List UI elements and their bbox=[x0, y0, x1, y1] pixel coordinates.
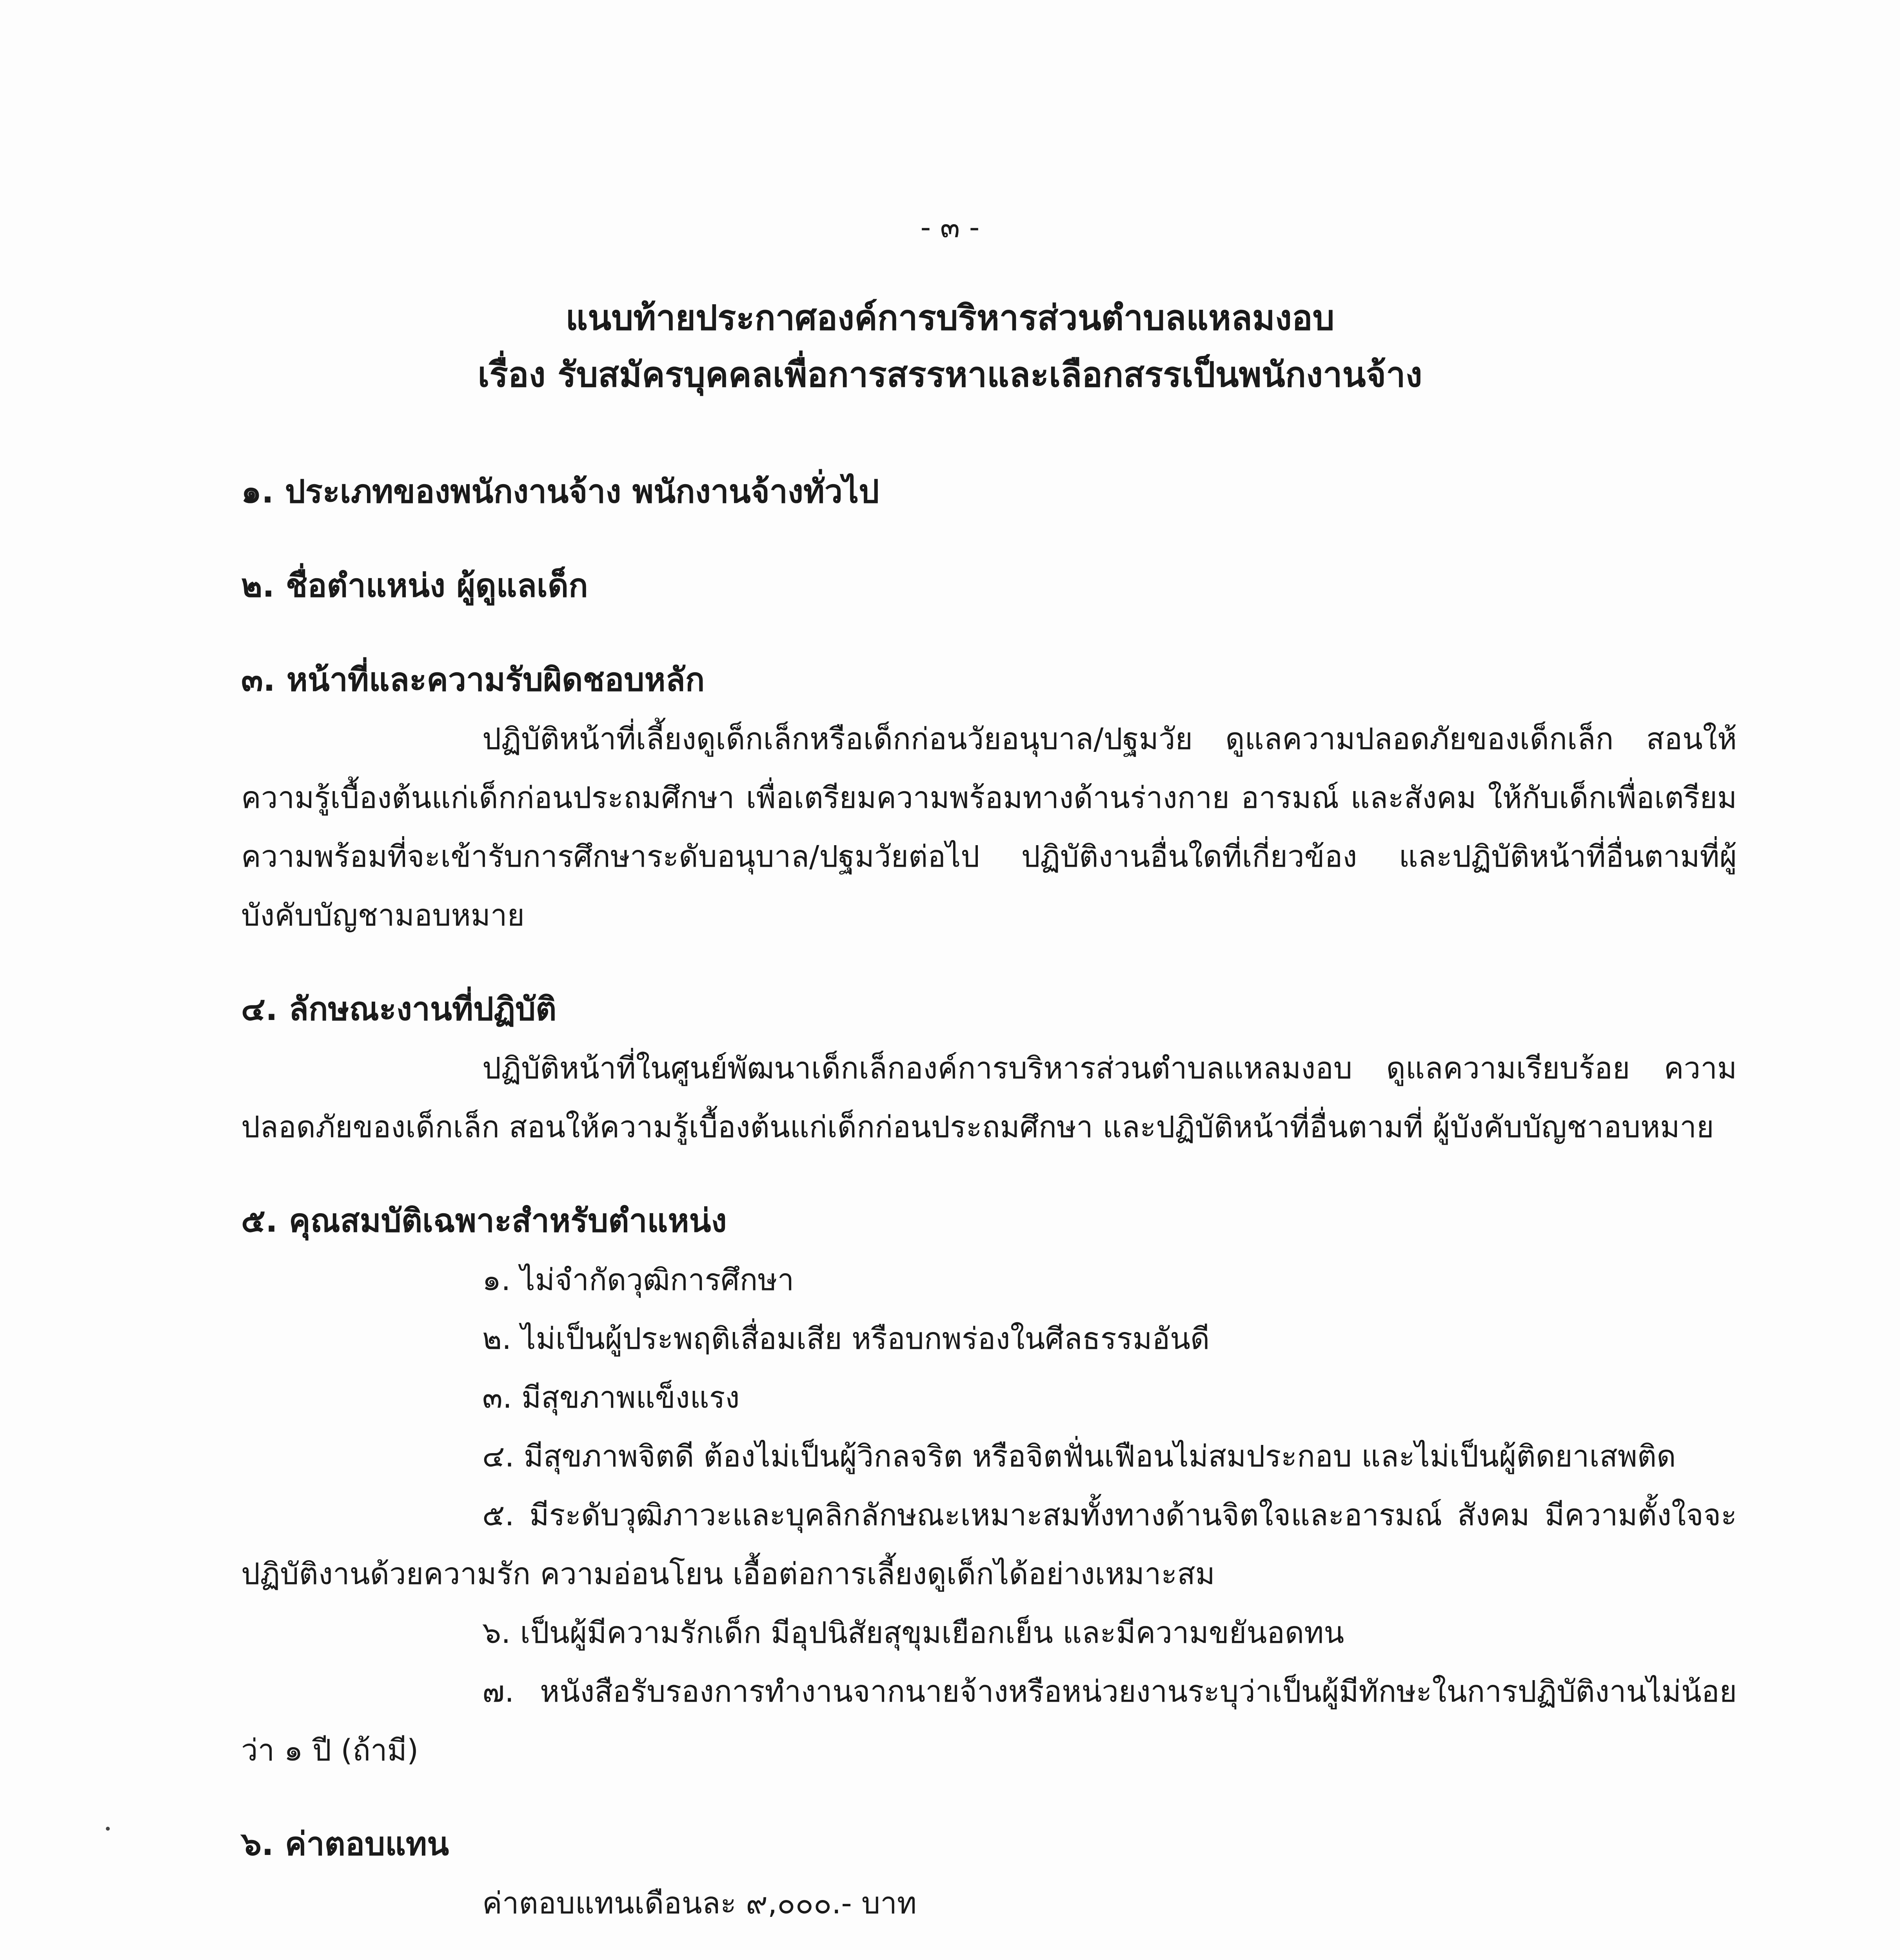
section-work-nature bbox=[241, 980, 1737, 1156]
list-item: ๗. หนังสือรับรองการทำงานจากนายจ้างหรือหน่วยงานระบุว่าเป็นผู้มีทักษะในการปฏิบัติงานไม่น้อยว่า ๑ ปี (ถ้ามี) bbox=[241, 1674, 1737, 1768]
page-number: - ๓ - bbox=[920, 211, 980, 244]
list-item: ๖. เป็นผู้มีความรักเด็ก มีอุปนิสัยสุขุมเยือกเย็น และมีความขยันอดทน bbox=[482, 1615, 1344, 1650]
list-item: ๑. ไม่จำกัดวุฒิการศึกษา bbox=[482, 1262, 794, 1297]
section-duties bbox=[241, 651, 1737, 945]
list-item: ๒. ไม่เป็นผู้ประพฤติเสื่อมเสีย หรือบกพร่องในศีลธรรมอันดี bbox=[482, 1321, 1210, 1356]
section-compensation bbox=[241, 1815, 1737, 1933]
section-heading: ๒. ชื่อตำแหน่ง ผู้ดูแลเด็ก bbox=[241, 567, 588, 604]
document-title-line-2: เรื่อง รับสมัครบุคคลเพื่อการสรรหาและเลือกสรรเป็นพนักงานจ้าง bbox=[478, 354, 1422, 395]
document-title-line-1: แนบท้ายประกาศองค์การบริหารส่วนตำบลแหลมงอบ bbox=[565, 298, 1335, 338]
section-qualifications bbox=[241, 1192, 1737, 1780]
scan-speck bbox=[106, 1827, 110, 1831]
section-position-name bbox=[241, 557, 1737, 615]
section-heading: ๕. คุณสมบัติเฉพาะสำหรับตำแหน่ง bbox=[241, 1202, 727, 1240]
section-paragraph: ปฏิบัติหน้าที่เลี้ยงดูเด็กเล็กหรือเด็กก่อนวัยอนุบาล/ปฐมวัย ดูแลความปลอดภัยของเด็กเล็ก สอนให้ความรู้เบื้องต้นแก่เด็กก่อนประถมศึกษา เพื่อเตรียมความพร้อมทางด้านร่างกาย อารมณ์ และสังคม ให้กับเด็กเพื่อเตรียมความพร้อมที่จะเข้ารับการศึกษาระดับอนุบาล/ปฐมวัยต่อไป ปฏิบัติงานอื่นใดที่เกี่ยวข้อง และปฏิบัติหน้าที่อื่นตามที่ผู้บังคับบัญชามอบหมาย bbox=[241, 721, 1737, 933]
list-item: ๓. มีสุขภาพแข็งแรง bbox=[482, 1380, 740, 1415]
qualification-list bbox=[241, 1250, 1737, 1780]
section-heading: ๑. ประเภทของพนักงานจ้าง พนักงานจ้างทั่วไป bbox=[241, 473, 879, 510]
section-employee-type bbox=[241, 463, 1737, 521]
document-body bbox=[241, 463, 1737, 1960]
section-paragraph: ปฏิบัติหน้าที่ในศูนย์พัฒนาเด็กเล็กองค์การบริหารส่วนตำบลแหลมงอบ ดูแลความเรียบร้อย ความปลอดภัยของเด็กเล็ก สอนให้ความรู้เบื้องต้นแก่เด็กก่อนประถมศึกษา และปฏิบัติหน้าที่อื่นตามที่ ผู้บังคับบัญชาอบหมาย bbox=[241, 1051, 1737, 1144]
section-heading: ๔. ลักษณะงานที่ปฏิบัติ bbox=[241, 991, 557, 1028]
list-item: ๕. มีระดับวุฒิภาวะและบุคลิกลักษณะเหมาะสมทั้งทางด้านจิตใจและอารมณ์ สังคม มีความตั้งใจจะปฏิบัติงานด้วยความรัก ความอ่อนโยน เอื้อต่อการเลี้ยงดูเด็กได้อย่างเหมาะสม bbox=[241, 1497, 1737, 1591]
list-item: ๔. มีสุขภาพจิตดี ต้องไม่เป็นผู้วิกลจริต หรือจิตฟั่นเฟือนไม่สมประกอบ และไม่เป็นผู้ติดยาเสพติด bbox=[482, 1439, 1676, 1474]
section-paragraph: ค่าตอบแทนเดือนละ ๙,๐๐๐.- บาท bbox=[482, 1886, 917, 1920]
section-heading: ๖. ค่าตอบแทน bbox=[241, 1826, 449, 1863]
section-heading: ๓. หน้าที่และความรับผิดชอบหลัก bbox=[241, 661, 705, 699]
